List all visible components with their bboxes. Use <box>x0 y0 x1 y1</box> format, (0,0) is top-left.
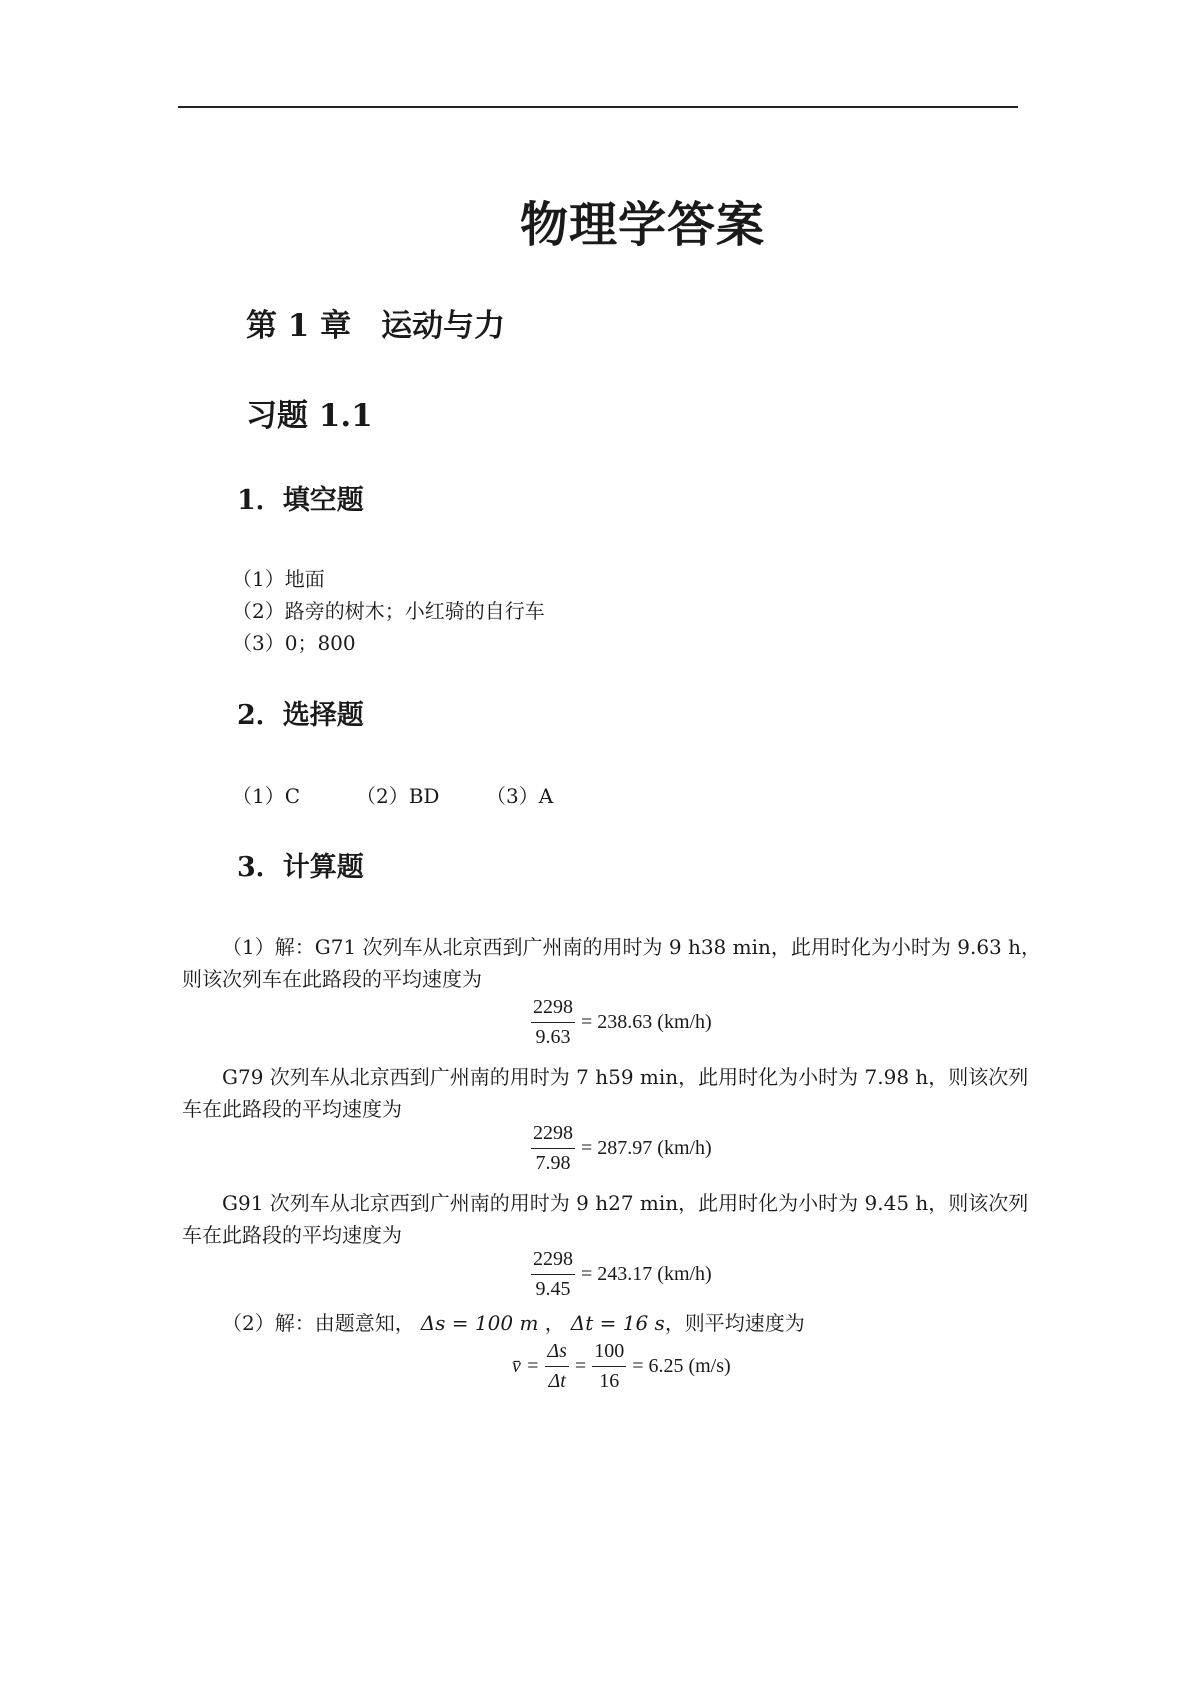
calc-paragraph-line: 则该次列车在此路段的平均速度为 <box>182 967 482 991</box>
numerator: 100 <box>592 1340 626 1367</box>
denominator: 9.45 <box>535 1278 571 1300</box>
numerator: 2298 <box>531 1122 575 1149</box>
equation <box>512 1340 731 1393</box>
equation-result: = 243.17 (km/h) <box>581 1263 712 1285</box>
equation <box>531 1122 712 1175</box>
equation-result: = 238.63 (km/h) <box>581 1011 712 1033</box>
fraction <box>592 1340 626 1393</box>
equation-result: = 287.97 (km/h) <box>581 1137 712 1159</box>
section-choice-heading: 2．选择题 <box>237 700 364 731</box>
inline-math-ds: Δs = 100 m <box>420 1311 539 1335</box>
section-calc-heading: 3．计算题 <box>237 852 364 883</box>
fill-item: （1）地面 <box>232 567 325 591</box>
denominator: 7.98 <box>535 1152 571 1174</box>
numerator: 2298 <box>531 1248 575 1275</box>
calc-paragraph-line: （1）解：G71 次列车从北京西到广州南的用时为 9 h38 min，此用时化为小时为 9.63 h， <box>222 935 1042 959</box>
chapter-name: 运动与力 <box>381 308 506 344</box>
equation <box>531 1248 712 1301</box>
numerator: Δs <box>545 1340 569 1367</box>
calc-paragraph-line: G79 次列车从北京西到广州南的用时为 7 h59 min，此用时化为小时为 7.98 h，则该次列 <box>222 1065 1029 1089</box>
choice-item: （3）A <box>486 784 554 808</box>
calc-paragraph-line: 车在此路段的平均速度为 <box>182 1097 402 1121</box>
fraction <box>531 1248 575 1301</box>
calc-paragraph-line: G91 次列车从北京西到广州南的用时为 9 h27 min，此用时化为小时为 9.45 h，则该次列 <box>222 1191 1029 1215</box>
equals-sign: = <box>574 1355 587 1377</box>
exercise-heading: 习题 1.1 <box>246 398 373 434</box>
calc-text: ，则平均速度为 <box>664 1311 805 1335</box>
calc-text: （2）解：由题意知， <box>222 1311 415 1335</box>
fill-item: （2）路旁的树木；小红骑的自行车 <box>232 599 545 623</box>
fraction <box>531 1122 575 1175</box>
equation-result: = 6.25 (m/s) <box>632 1355 731 1377</box>
inline-math-dt: Δt = 16 s <box>570 1311 665 1335</box>
equation <box>531 996 712 1049</box>
section-fill-heading: 1．填空题 <box>237 485 364 516</box>
equation-lhs: v̄ = <box>512 1355 540 1377</box>
header-rule <box>178 106 1018 108</box>
choice-item: （1）C <box>232 784 301 808</box>
denominator: 9.63 <box>535 1026 571 1048</box>
chapter-heading <box>246 300 505 345</box>
calc-paragraph-line: 车在此路段的平均速度为 <box>182 1223 402 1247</box>
document-title: 物理学答案 <box>520 197 766 253</box>
chapter-number: 第 1 章 <box>246 308 352 344</box>
numerator: 2298 <box>531 996 575 1023</box>
fraction <box>545 1340 569 1393</box>
choice-item: （2）BD <box>356 784 440 808</box>
fraction <box>531 996 575 1049</box>
calc-paragraph-line: （2）解：由题意知， Δs = 100 m ， Δt = 16 s，则平均速度为 <box>222 1311 805 1335</box>
denominator: 16 <box>599 1370 620 1392</box>
fill-item: （3）0；800 <box>232 631 356 655</box>
denominator: Δt <box>548 1370 566 1392</box>
